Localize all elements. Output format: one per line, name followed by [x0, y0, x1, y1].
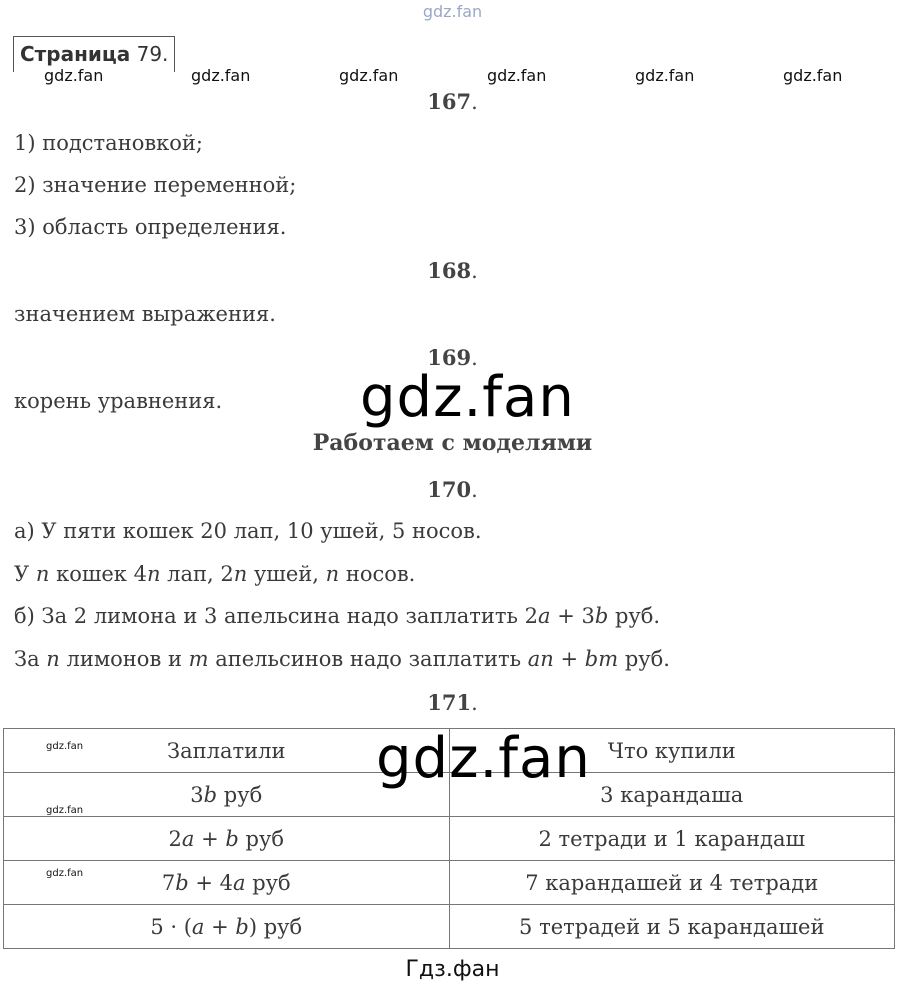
watermark-small: gdz.fan	[191, 66, 251, 85]
watermark-small: gdz.fan	[487, 66, 547, 85]
answer-170-a2: У n кошек 4n лап, 2n ушей, n носов.	[14, 562, 416, 586]
section-title: Работаем с моделями	[312, 430, 593, 456]
exercise-number-168: 168.	[427, 258, 478, 283]
table-cell-paid: gdz.fan 7b + 4a руб	[4, 861, 450, 905]
answer-169: корень уравнения.	[14, 389, 223, 413]
page-number: 79.	[136, 42, 169, 66]
table-cell-paid: 5 · (a + b) руб	[4, 905, 450, 949]
answer-167-3: 3) область определения.	[14, 215, 287, 239]
table-header-cell: Что купили	[449, 729, 895, 773]
exercise-number-169: 169.	[427, 345, 478, 370]
table-cell-bought: 5 тетрадей и 5 карандашей	[449, 905, 895, 949]
watermark-cell: gdz.fan	[46, 805, 84, 816]
table-cell-bought: 7 карандашей и 4 тетради	[449, 861, 895, 905]
table-header-cell: gdz.fan Заплатили	[4, 729, 450, 773]
watermark-small: gdz.fan	[783, 66, 843, 85]
table-cell-bought: 2 тетради и 1 карандаш	[449, 817, 895, 861]
answer-170-b1: б) За 2 лимона и 3 апельсина надо заплатить 2a + 3b руб.	[14, 604, 661, 628]
answer-167-2: 2) значение переменной;	[14, 173, 297, 197]
table-row	[4, 905, 895, 949]
watermark-small: gdz.fan	[635, 66, 695, 85]
answer-167-1: 1) подстановкой;	[14, 131, 203, 155]
table-row	[4, 861, 895, 905]
table-cell-paid: 3b руб	[4, 773, 450, 817]
exercise-number-170: 170.	[427, 477, 478, 502]
answer-170-a1: а) У пяти кошек 20 лап, 10 ушей, 5 носов.	[14, 519, 482, 543]
exercise-number-167: 167.	[427, 89, 478, 114]
watermark-large: gdz.fan	[376, 726, 591, 791]
exercise-number-171: 171.	[427, 690, 478, 715]
watermark-small: gdz.fan	[44, 66, 104, 85]
page-label: Страница	[20, 42, 131, 66]
watermark-large: gdz.fan	[360, 365, 575, 430]
answer-170-b2: За n лимонов и m апельсинов надо заплатить an + bm руб.	[14, 647, 670, 671]
watermark-bottom: Гдз.фан	[405, 957, 500, 982]
table-row	[4, 817, 895, 861]
table-cell-bought: 3 карандаша	[449, 773, 895, 817]
watermark-small: gdz.fan	[339, 66, 399, 85]
table-cell-paid: gdz.fan 2a + b руб	[4, 817, 450, 861]
answer-168: значением выражения.	[14, 302, 276, 326]
watermark-cell: gdz.fan	[46, 868, 84, 879]
watermark-cell: gdz.fan	[46, 741, 84, 752]
watermark-top: gdz.fan	[422, 2, 483, 21]
